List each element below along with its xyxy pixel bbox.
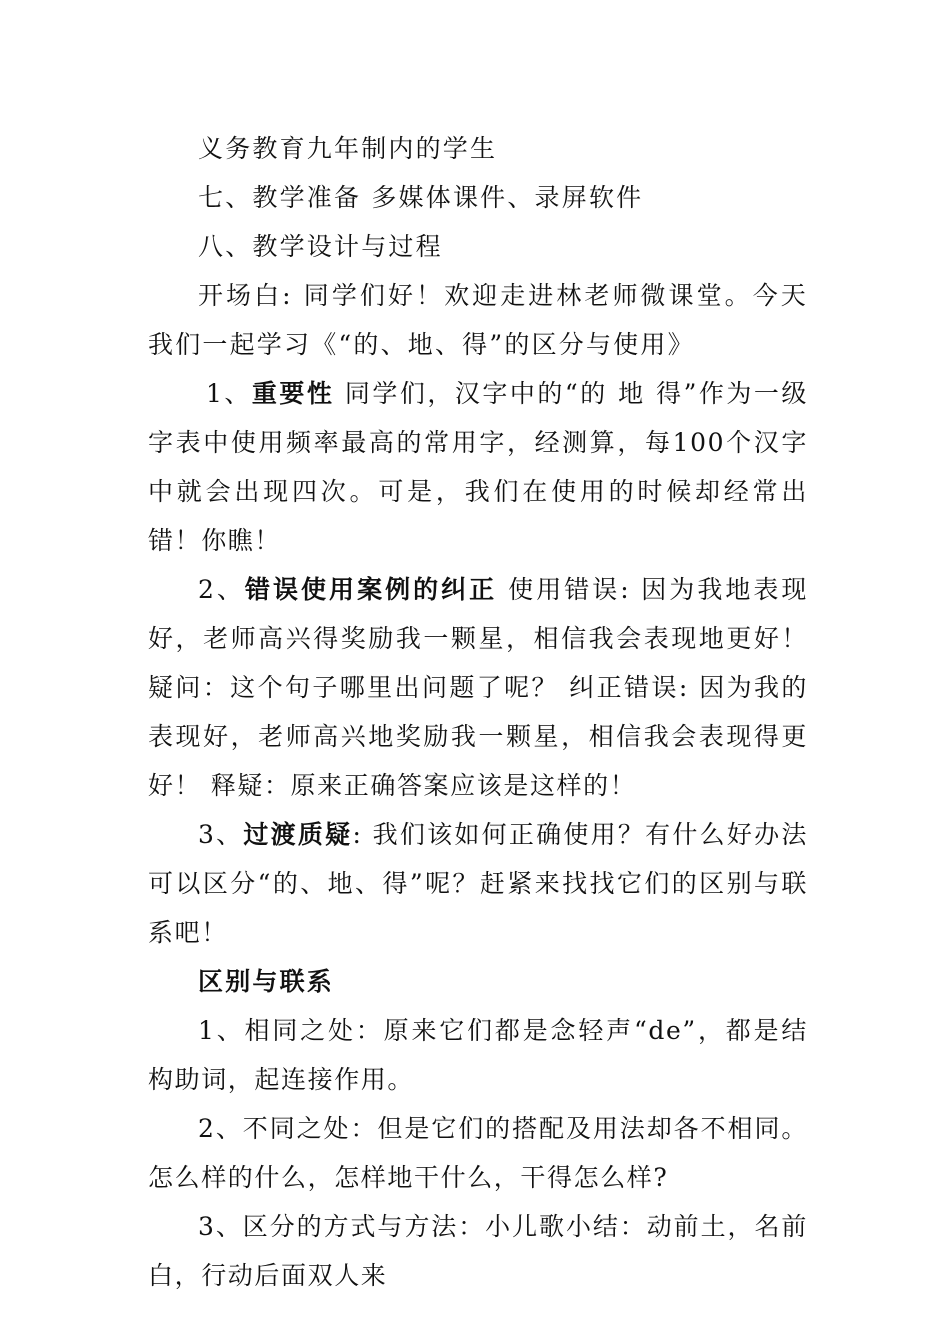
paragraph-teaching-design-heading [148,222,808,271]
paragraph-transition-question [148,810,808,957]
paragraph-lead: 3、 [198,820,244,849]
paragraph-text: : 我们该如何正确使用？有什么好办法可以区分“的、地、得”呢？赶紧来找找它们的区别与联系吧！ [148,820,809,947]
heading-text: 区别与联系 [198,967,335,996]
paragraph-text: 2、不同之处：但是它们的搭配及用法却各不相同。怎么样的什么，怎样地干什么，干得怎么样? [148,1114,808,1192]
paragraph-text: 义务教育九年制内的学生 [198,134,498,163]
paragraph-target-students [148,124,808,173]
paragraph-bold-label: 重要性 [251,379,335,408]
paragraph-bold-label: 过渡质疑 [243,820,353,849]
paragraph-lead: 1、 [206,379,252,408]
paragraph-teaching-preparation [148,173,808,222]
paragraph-lead: 2、 [198,575,245,604]
paragraph-bold-label: 错误使用案例的纠正 [244,575,498,604]
paragraph-text: 1、相同之处：原来它们都是念轻声“de”，都是结构助词，起连接作用。 [148,1016,808,1094]
paragraph-text: 同学们，汉字中的“的 地 得”作为一级字表中使用频率最高的常用字，经测算，每100个汉字中就会出现四次。可是，我们在使用的时候却经常出错！你瞧！ [148,379,808,555]
paragraph-text: 开场白: 同学们好！欢迎走进林老师微课堂。今天我们一起学习《“的、地、得”的区分与使用》 [148,281,808,359]
paragraph-text: 使用错误: 因为我地表现好，老师高兴得奖励我一颗星，相信我会表现地更好！ 疑问：这个句子哪里出问题了呢？ 纠正错误: 因为我的表现好，老师高兴地奖励我一颗星，相信我会表现得更好！ 释疑：原来正确答案应该是这样的！ [148,575,809,800]
paragraph-methods [148,1202,808,1300]
paragraph-text: 3、区分的方式与方法：小儿歌小结：动前土，名前白，行动后面双人来 [148,1212,808,1290]
paragraph-text: 八、教学设计与过程 [198,232,443,261]
paragraph-importance [148,369,808,565]
document-page [148,124,808,1300]
paragraph-differences [148,1104,808,1202]
paragraph-opening [148,271,808,369]
paragraph-text: 七、教学准备 多媒体课件、录屏软件 [198,183,644,212]
paragraph-error-correction [148,565,808,810]
section-heading-differences [148,957,808,1006]
paragraph-similarities [148,1006,808,1104]
